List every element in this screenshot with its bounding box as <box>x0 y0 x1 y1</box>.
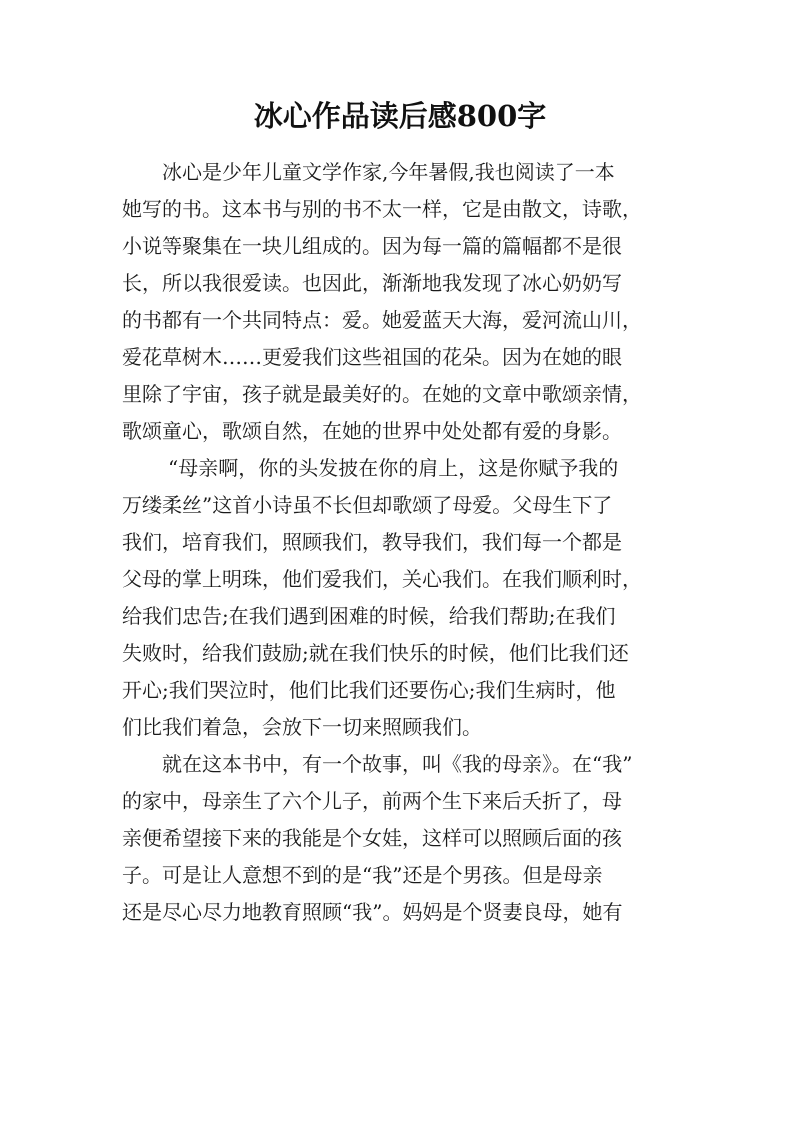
paragraph-1-line-4: 长，所以我很爱读。也因此，渐渐地我发现了冰心奶奶写 <box>122 271 622 295</box>
paragraph-2-line-8: 们比我们着急，会放下一切来照顾我们。 <box>122 715 482 739</box>
paragraph-3-line-3: 亲便希望接下来的我能是个女娃，这样可以照顾后面的孩 <box>122 826 622 850</box>
paragraph-1-line-7: 里除了宇宙，孩子就是最美好的。在她的文章中歌颂亲情， <box>122 382 642 406</box>
paragraph-2-line-5: 给我们忠告;在我们遇到困难的时候，给我们帮助;在我们 <box>122 604 616 628</box>
paragraph-1-line-6: 爱花草树木……更爱我们这些祖国的花朵。因为在她的眼 <box>122 345 622 369</box>
paragraph-1-line-8: 歌颂童心，歌颂自然，在她的世界中处处都有爱的身影。 <box>122 419 622 443</box>
paragraph-2-line-4: 父母的掌上明珠，他们爱我们，关心我们。在我们顺利时， <box>122 567 642 591</box>
paragraph-3-line-1: 就在这本书中，有一个故事，叫《我的母亲》。在“我” <box>162 752 633 776</box>
paragraph-1-line-3: 小说等聚集在一块儿组成的。因为每一篇的篇幅都不是很 <box>122 234 622 258</box>
document-title: 冰心作品读后感800字 <box>253 99 547 133</box>
paragraph-3-line-5: 还是尽心尽力地教育照顾“我”。妈妈是个贤妻良母，她有 <box>122 900 623 924</box>
paragraph-2-line-7: 开心;我们哭泣时，他们比我们还要伤心;我们生病时，他 <box>122 678 616 702</box>
paragraph-2-line-3: 我们，培育我们，照顾我们，教导我们，我们每一个都是 <box>122 530 622 554</box>
document-body <box>122 154 682 931</box>
paragraph-2-line-2: 万缕柔丝”这首小诗虽不长但却歌颂了母爱。父母生下了 <box>122 493 613 517</box>
paragraph-2-line-1: “母亲啊，你的头发披在你的肩上，这是你赋予我的 <box>168 456 619 480</box>
paragraph-1-line-5: 的书都有一个共同特点：爱。她爱蓝天大海，爱河流山川， <box>122 308 642 332</box>
paragraph-1-line-1: 冰心是少年儿童文学作家,今年暑假,我也阅读了一本 <box>162 160 615 184</box>
paragraph-3-line-4: 子。可是让人意想不到的是“我”还是个男孩。但是母亲 <box>122 863 603 887</box>
paragraph-3-line-2: 的家中，母亲生了六个儿子，前两个生下来后夭折了，母 <box>122 789 622 813</box>
paragraph-1-line-2: 她写的书。这本书与别的书不太一样，它是由散文，诗歌， <box>122 197 642 221</box>
paragraph-2-line-6: 失败时，给我们鼓励;就在我们快乐的时候，他们比我们还 <box>122 641 629 665</box>
